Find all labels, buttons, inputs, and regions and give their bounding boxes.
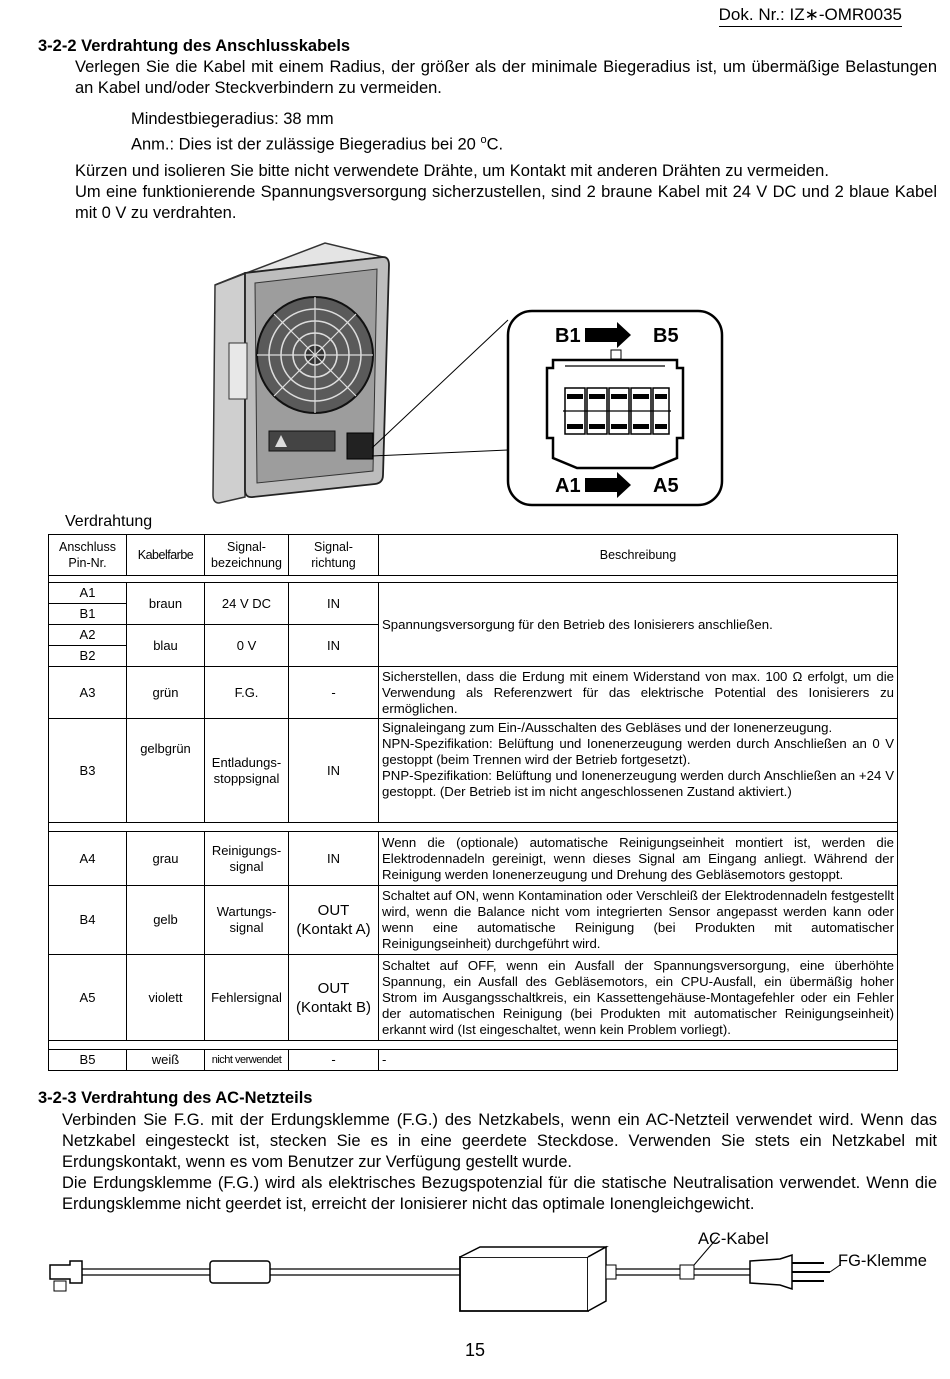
header-pin: Anschluss Pin-Nr. xyxy=(49,535,127,576)
table-row: A3 grün F.G. - Sicherstellen, dass die Erdung mit einem Widerstand von max. 100 Ω erfolgt, um die Verwendung als Referenzwert für das elektrische Potential des Ionisierers zu ermöglichen. xyxy=(49,667,898,719)
min-bend-radius: Mindestbiegeradius: 38 mm xyxy=(131,110,334,128)
wiring-table xyxy=(48,534,898,1071)
section-323-paragraph-2: Die Erdungsklemme (F.G.) wird als elektrisches Bezugspotenzial für die statische Neutralisation verwendet. Wenn die Erdungsklemme nicht geerdet ist, erreicht der Ionisierer nicht das optimale Ionengleichgewicht. xyxy=(62,1174,937,1213)
table-row: A1 braun 24 V DC IN Spannungsversorgung für den Betrieb des Ionisierers anschließen. xyxy=(49,583,898,604)
document-number: Dok. Nr.: IZ∗-OMR0035 xyxy=(719,5,902,27)
ionizer-illustration xyxy=(205,235,395,505)
table-row: A5 violett Fehlersignal OUT (Kontakt B) Schaltet auf OFF, wenn ein Ausfall der Spannungsversorgung, eine überhöhte Spannung, ein Ausfall des Gebläsemotors, ein CPU-Ausfall, ein übermäßig hoher Strom im Ausgangsschaltkreis, ein Kassettengehäuse-Montagefehler oder ein Fehler der automatischen Reinigung (bei Produkten mit automatischer Reinigungseinheit) erkannt wird (Ist eingeschaltet, wenn kein Problem vorliegt). xyxy=(49,955,898,1041)
ac-cable-label: AC-Kabel xyxy=(698,1230,769,1248)
section-322-paragraph-2: Kürzen und isolieren Sie bitte nicht verwendete Drähte, um Kontakt mit anderen Drähten zu vermeiden. xyxy=(75,162,829,180)
table-row: B4 gelb Wartungs- signal OUT (Kontakt A) Schaltet auf ON, wenn Kontamination oder Verschleiß der Elektrodennadeln festgestellt wird, wenn die Balance nicht vom integrierten Sensor angepasst werden kann oder wenn eine automatische Reinigung (bei Produkten mit automatischer Reinigungseinheit) durchgeführt wird. xyxy=(49,886,898,955)
header-description: Beschreibung xyxy=(379,535,898,576)
header-color: Kabelfarbe xyxy=(127,535,205,576)
wiring-title: Verdrahtung xyxy=(65,513,153,530)
table-row: B5 weiß nicht verwendet - - xyxy=(49,1050,898,1071)
table-row: A2 blau 0 V IN xyxy=(49,625,898,646)
label-b5: B5 xyxy=(653,325,679,347)
ac-adapter-illustration xyxy=(40,1225,940,1330)
section-322-paragraph-3: Um eine funktionierende Spannungsversorgung sicherzustellen, sind 2 braune Kabel mit 24 V DC und 2 blaue Kabel mit 0 V zu verdrahten. xyxy=(75,183,937,222)
power-description: Spannungsversorgung für den Betrieb des Ionisierers anschließen. xyxy=(379,583,898,667)
label-a1: A1 xyxy=(555,475,581,497)
section-323-paragraph-1: Verbinden Sie F.G. mit der Erdungsklemme (F.G.) des Netzkabels, wenn ein AC-Netzteil verwendet wird. Wenn das Netzkabel eingesteckt ist, stecken Sie es in eine geerdete Steckdose. Verwenden Sie stets ein Netzkabel mit Erdungskontakt, wenn es vom Benutzer zur Verfügung gestellt wurde. xyxy=(62,1111,937,1171)
connector-pin-diagram xyxy=(505,308,725,508)
section-323-heading: 3-2-3 Verdrahtung des AC-Netzteils xyxy=(38,1089,313,1107)
label-b1: B1 xyxy=(555,325,581,347)
header-signal: Signal- bezeichnung xyxy=(205,535,289,576)
section-322-paragraph-1: Verlegen Sie die Kabel mit einem Radius, der größer als der minimale Biegeradius ist, um übermäßige Belastungen an Kabel und/oder Steckverbindern zu vermeiden. xyxy=(75,58,937,97)
table-header-row xyxy=(49,535,898,576)
header-direction: Signal- richtung xyxy=(289,535,379,576)
table-row: B1 xyxy=(49,604,898,625)
bend-radius-note: Anm.: Dies ist der zulässige Biegeradius bei 20 $^o$C. xyxy=(131,134,504,154)
fg-terminal-label: FG-Klemme xyxy=(838,1252,927,1270)
table-row: B3 gelbgrün Entladungs- stoppsignal IN Signaleingang zum Ein-/Ausschalten des Gebläses und der Ionenerzeugung. NPN-Spezifikation: Belüftung und Ionenerzeugung werden durch Anschließen an 0 V gestoppt (beim Trennen wird der Betrieb fortgesetzt). PNP-Spezifikation: Belüftung und Ionenerzeugung werden durch Anschließen an +24 V gestoppt. (Der Betrieb ist im nicht angeschlossenen Zustand aktiviert.) xyxy=(49,719,898,823)
table-row: B2 xyxy=(49,646,898,667)
table-row: A4 grau Reinigungs- signal IN Wenn die (optionale) automatische Reinigungseinheit montiert ist, werden die Elektrodennadeln gereinigt, wenn dieses Signal am Eingang anliegt. Während der Reinigung werden Ionenerzeugung und Drehung des Gebläsemotors gestoppt. xyxy=(49,832,898,886)
section-322-heading: 3-2-2 Verdrahtung des Anschlusskabels xyxy=(38,37,351,55)
page-number: 15 xyxy=(464,1340,486,1360)
label-a5: A5 xyxy=(653,475,679,497)
